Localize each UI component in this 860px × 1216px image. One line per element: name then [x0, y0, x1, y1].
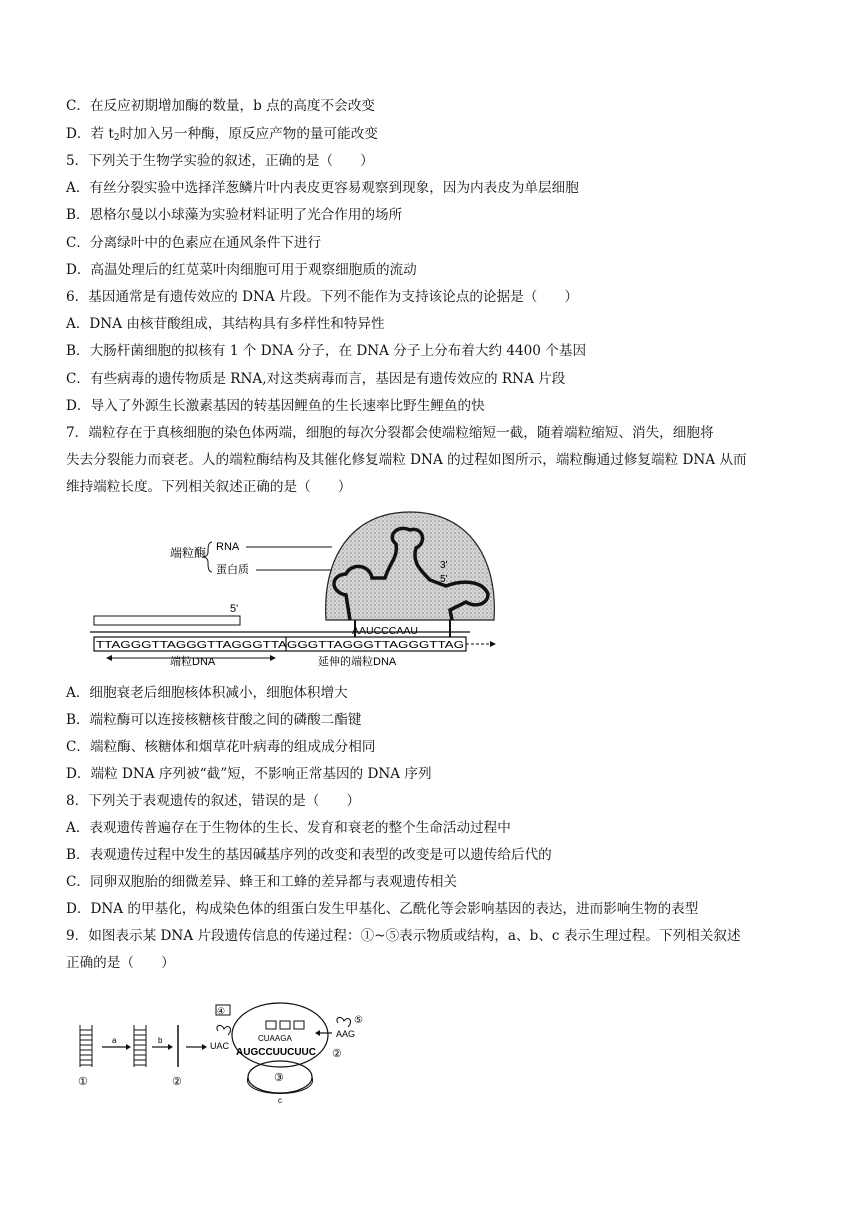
option-4d-prefix: D．若 t [66, 126, 114, 142]
option-7a: A．细胞衰老后细胞核体积减小，细胞体积增大 [66, 685, 348, 701]
question-6: 6．基因通常是有遗传效应的 DNA 片段。下列不能作为支持该论点的论据是（ ） [66, 289, 579, 305]
label-extended-dna: 延伸的端粒DNA [318, 656, 397, 668]
option-5d: D．高温处理后的红苋菜叶肉细胞可用于观察细胞质的流动 [66, 262, 417, 278]
circled-5: ⑤ [354, 1015, 363, 1026]
option-8c: C．同卵双胞胎的细微差异、蜂王和工蜂的差异都与表观遗传相关 [66, 874, 458, 890]
peptide-box-c [294, 1021, 304, 1029]
trna-left-icon [217, 1025, 231, 1035]
question-7-line2: 失去分裂能力而衰老。人的端粒酶结构及其催化修复端粒 DNA 的过程如图所示，端粒酶通过修复端粒 DNA 从而 [66, 452, 747, 468]
option-6b: B．大肠杆菌细胞的拟核有 1 个 DNA 分子，在 DNA 分子上分布着大约 4400 个基因 [66, 343, 587, 359]
dna-ladder-1 [80, 1025, 92, 1067]
gene-expression-figure [70, 995, 370, 1105]
option-5b: B．恩格尔曼以小球藻为实验材料证明了光合作用的场所 [66, 207, 403, 223]
arrowhead-right-icon-2 [270, 655, 276, 661]
arrow-b-head-icon [168, 1044, 173, 1050]
arrow-a-head-icon [126, 1044, 131, 1050]
question-5: 5．下列关于生物学实验的叙述，正确的是（ ） [66, 153, 374, 169]
option-4d [66, 124, 378, 148]
option-4c: C．在反应初期增加酶的数量，b 点的高度不会改变 [66, 98, 375, 114]
option-6d: D．导入了外源生长激素基因的转基因鲤鱼的生长速率比野生鲤鱼的快 [66, 398, 485, 414]
question-7-line1: 7．端粒存在于真核细胞的染色体两端，细胞的每次分裂都会使端粒缩短一截，随着端粒缩短、消失，细胞将 [66, 425, 714, 441]
circled-4: ④ [217, 1006, 226, 1016]
option-5c: C．分离绿叶中的色素应在通风条件下进行 [66, 235, 322, 251]
label-protein: 蛋白质 [216, 564, 249, 576]
trna-right-icon [337, 1017, 351, 1027]
question-9-line1: 9．如图表示某 DNA 片段遗传信息的传递过程：①~⑤表示物质或结构，a、b、c 表示生理过程。下列相关叙述 [66, 928, 741, 944]
label-c: c [278, 1096, 282, 1105]
peptide-box-a [266, 1021, 276, 1029]
circled-2b: ② [332, 1048, 342, 1060]
option-7b: B．端粒酶可以连接核糖核苷酸之间的磷酸二酯键 [66, 712, 362, 728]
question-9-line2: 正确的是（ ） [66, 955, 175, 971]
anticodon-right: AAG [336, 1029, 356, 1039]
dna-ladder-2 [134, 1025, 146, 1067]
codons-mid: CUAAGA [258, 1034, 292, 1043]
option-4d-rest: 时加入另一种酶，原反应产物的量可能改变 [119, 126, 378, 142]
label-a: a [112, 1036, 117, 1045]
mrna-sequence: AUGCCUUCUUC [236, 1047, 316, 1058]
peptide-box-b [280, 1021, 290, 1029]
arrowhead-left-icon [106, 655, 112, 661]
arrow-trna-right-head-icon [315, 1030, 320, 1036]
rna-3prime-label: 3' [440, 560, 448, 571]
option-5a: A．有丝分裂实验中选择洋葱鳞片叶内表皮更容易观察到现象，因为内表皮为单层细胞 [66, 180, 579, 196]
arrow-ribosome-head-icon [202, 1044, 207, 1050]
option-8d: D．DNA 的甲基化，构成染色体的组蛋白发生甲基化、乙酰化等会影响基因的表达，进而影响生物的表型 [66, 901, 699, 917]
circled-1: ① [78, 1076, 88, 1088]
template-sequence: AAUCCCAAU [352, 625, 418, 637]
label-telomerase: 端粒酶 [170, 546, 207, 560]
dna-sequence: TTAGGGTTAGGGTTAGGGTTAGGGTTAGGGTTAGGGTTAG [96, 639, 464, 651]
option-6c: C．有些病毒的遗传物质是 RNA,对这类病毒而言，基因是有遗传效应的 RNA 片段 [66, 371, 566, 387]
circled-3: ③ [274, 1072, 284, 1084]
option-8a: A．表观遗传普遍存在于生物体的生长、发育和衰老的整个生命活动过程中 [66, 820, 511, 836]
telomerase-figure [90, 500, 510, 670]
subscript-2: 2 [113, 133, 120, 143]
rna-5prime-label: 5' [440, 574, 448, 585]
arrowhead-right-icon [490, 641, 496, 647]
option-6a: A．DNA 由核苷酸组成，其结构具有多样性和特异性 [66, 316, 385, 332]
option-8b: B．表观遗传过程中发生的基因碱基序列的改变和表型的改变是可以遗传给后代的 [66, 847, 552, 863]
question-8: 8．下列关于表观遗传的叙述，错误的是（ ） [66, 793, 361, 809]
label-5prime-strand: 5' [230, 603, 239, 615]
label-b: b [158, 1036, 163, 1045]
option-7d: D．端粒 DNA 序列被“截”短，不影响正常基因的 DNA 序列 [66, 766, 432, 782]
anticodon-left: UAC [210, 1041, 230, 1051]
label-telomere-dna: 端粒DNA [170, 656, 216, 668]
label-rna: RNA [216, 541, 240, 553]
circled-2: ② [172, 1076, 182, 1088]
option-7c: C．端粒酶、核糖体和烟草花叶病毒的组成成分相同 [66, 739, 376, 755]
question-7-line3: 维持端粒长度。下列相关叙述正确的是（ ） [66, 479, 352, 495]
short-strand [94, 616, 240, 625]
